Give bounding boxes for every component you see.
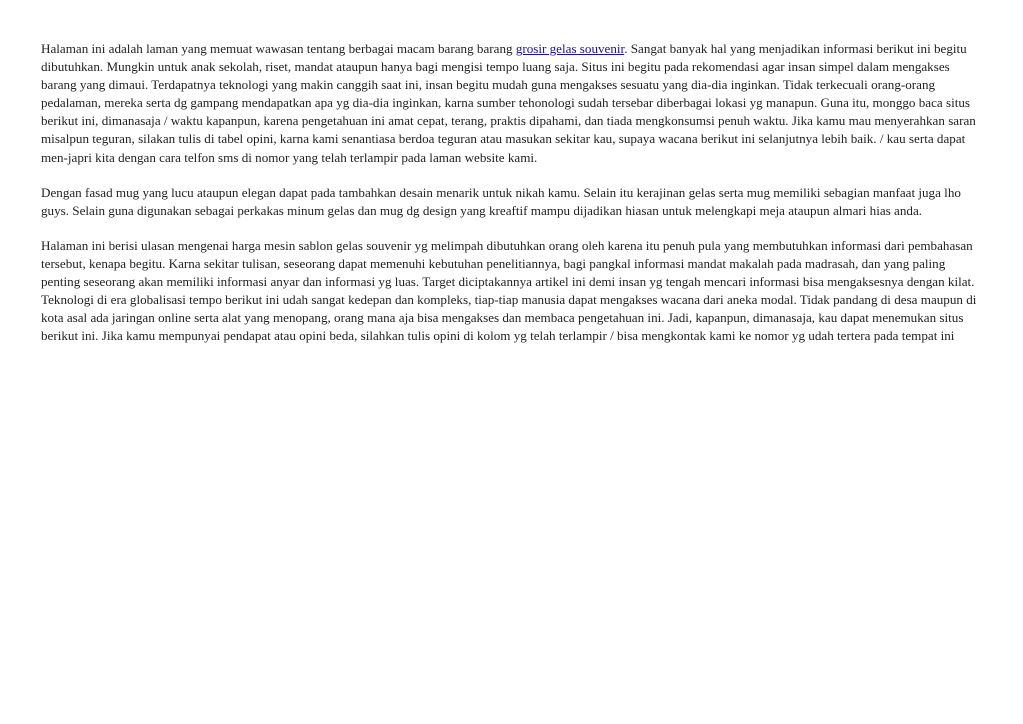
article-body [41, 40, 985, 362]
paragraph-1-text-after-link: . Sangat banyak hal yang menjadikan informasi berikut ini begitu dibutuhkan. Mungkin untuk anak sekolah, riset, mandat ataupun hanya bagi mengisi tempo luang saja. Situs ini begitu pada rekomendasi agar insan simpel dalam mengakses barang yang dimaui. Terdapatnya teknologi yang makin canggih saat ini, insan begitu mudah guna mengakses sesuatu yang dia-dia inginkan. Tidak terkecuali orang-orang pedalaman, mereka serta dg gampang mendapatkan apa yg dia-dia inginkan, karna sumber tehonologi sudah tersebar diberbagai lokasi yg manapun. Guna itu, monggo baca situs berikut ini, dimanasaja / waktu kapanpun, karena pengetahuan ini amat cepat, terang, praktis dipahami, dan tiada mengkonsumsi penuh waktu. Jika kamu mau menyerahkan saran misalpun teguran, silakan tulis di tabel opini, karna kami senantiasa berdoa teguran atau masukan sekitar kau, supaya wacana berikut ini selanjutnya lebih baik. / kau serta dapat men-japri kita dengan cara telfon sms di nomor yang telah terlampir pada laman website kami. [41, 41, 976, 165]
paragraph-1-text-before-link: Halaman ini adalah laman yang memuat wawasan tentang berbagai macam barang barang [41, 41, 516, 56]
paragraph-1 [41, 40, 985, 167]
paragraph-3: Halaman ini berisi ulasan mengenai harga mesin sablon gelas souvenir yg melimpah dibutuhkan orang oleh karena itu penuh pula yang membutuhkan informasi dari pembahasan tersebut, kenapa begitu. Karna sekitar tulisan, seseorang dapat memenuhi kebutuhan penelitiannya, bagi pangkal informasi mandat makalah pada madrasah, dan yang paling penting seseorang akan memiliki informasi anyar dan informasi yg luas. Target diciptakannya artikel ini demi insan yg tengah mencari informasi bisa mengaksesnya dengan kilat. Teknologi di era globalisasi tempo berikut ini udah sangat kedepan dan kompleks, tiap-tiap manusia dapat mengakses wacana dari aneka modal. Tidak pandang di desa maupun di kota asal ada jaringan online serta alat yang menopang, orang mana aja bisa mengakses dan membaca pengetahuan ini. Jadi, kapanpun, dimanasaja, kau dapat menemukan situs berikut ini. Jika kamu mempunyai pendapat atau opini beda, silahkan tulis opini di kolom yg telah terlampir / bisa mengkontak kami ke nomor yg udah tertera pada tempat ini [41, 237, 977, 344]
paragraph-2: Dengan fasad mug yang lucu ataupun elegan dapat pada tambahkan desain menarik untuk nikah kamu. Selain itu kerajinan gelas serta mug memiliki sebagian manfaat juga lho guys. Selain guna digunakan sebagai perkakas minum gelas dan mug dg design yang kreaftif mampu dijadikan hiasan untuk melengkapi meja ataupun almari hias anda. [41, 184, 961, 218]
grosir-gelas-souvenir-link[interactable]: grosir gelas souvenir [515, 41, 625, 56]
